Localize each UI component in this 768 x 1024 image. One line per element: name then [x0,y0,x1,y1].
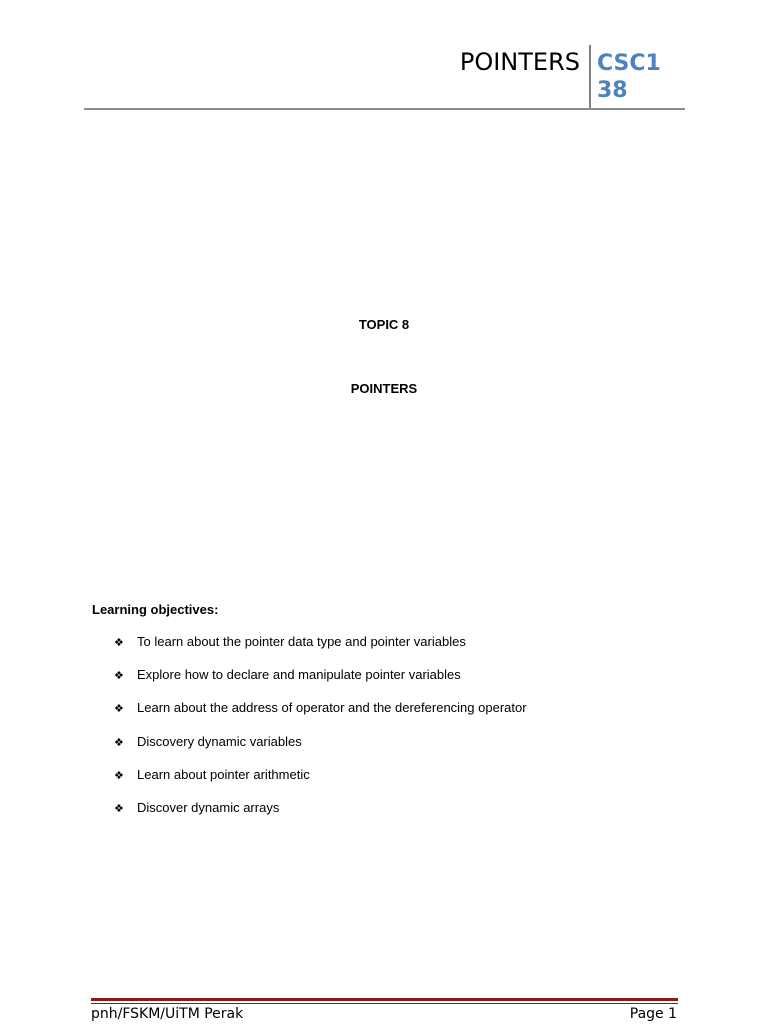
header-title: POINTERS [459,48,580,76]
diamond-bullet-icon: ❖ [114,669,124,683]
objective-item [114,699,527,732]
objectives-heading: Learning objectives: [92,602,219,617]
footer-author: pnh/FSKM/UiTM Perak [91,1006,244,1022]
objective-item [114,766,527,799]
course-code [597,50,677,104]
objective-item [114,733,527,766]
diamond-bullet-icon: ❖ [114,768,124,782]
topic-number: TOPIC 8 [358,317,410,332]
objective-text: Discover dynamic arrays [137,799,280,815]
objective-item [114,666,527,699]
diamond-bullet-icon: ❖ [114,801,124,815]
objective-item [114,633,527,666]
diamond-bullet-icon: ❖ [114,636,124,649]
objective-text: To learn about the pointer data type and pointer variables [137,634,466,649]
diamond-bullet-icon: ❖ [114,702,124,716]
objectives-list [114,633,527,832]
header-divider [589,45,591,109]
objective-text: Learn about the address of operator and the dereferencing operator [137,700,527,716]
footer-rule-thin [91,1003,678,1004]
objective-text: Learn about pointer arithmetic [137,766,310,782]
objective-text: Explore how to declare and manipulate pointer variables [137,667,461,683]
page-header [0,0,768,112]
course-code-line2: 38 [597,78,628,103]
objective-item [114,799,527,832]
objective-text: Discovery dynamic variables [137,733,302,749]
topic-title: POINTERS [350,381,418,396]
page-number: Page 1 [629,1006,677,1022]
course-code-line1: CSC1 [597,51,661,76]
footer-rule [91,998,678,1001]
header-rule [84,108,685,110]
diamond-bullet-icon: ❖ [114,735,124,749]
